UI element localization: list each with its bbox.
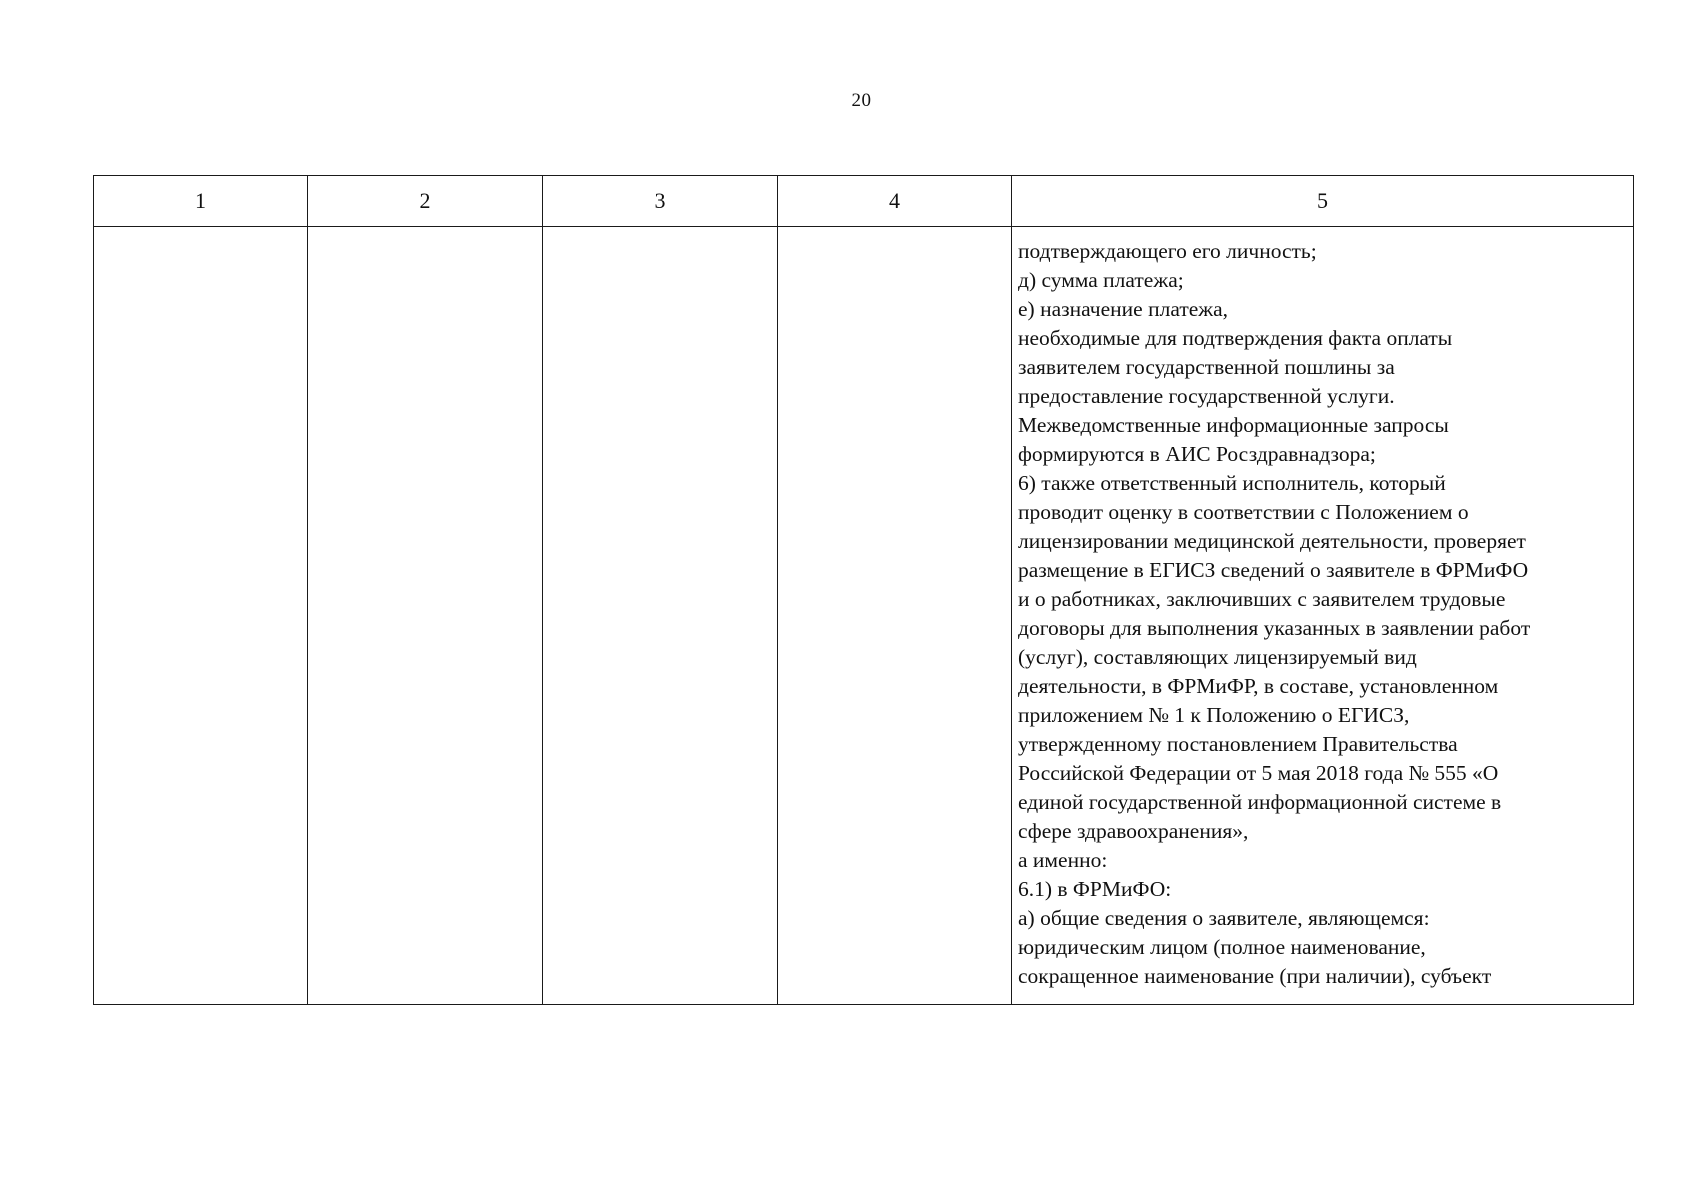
text-line: предоставление государственной услуги. [1018, 384, 1395, 408]
text-line: сокращенное наименование (при наличии), субъект [1018, 964, 1492, 988]
text-line: проводит оценку в соответствии с Положением о [1018, 500, 1469, 524]
text-line: заявителем государственной пошлины за [1018, 355, 1395, 379]
text-line: и о работниках, заключивших с заявителем трудовые [1018, 587, 1506, 611]
text-line: юридическим лицом (полное наименование, [1018, 935, 1426, 959]
text-line: приложением № 1 к Положению о ЕГИСЗ, [1018, 703, 1410, 727]
column-header-1: 1 [94, 176, 308, 227]
text-line: Межведомственные информационные запросы [1018, 413, 1449, 437]
text-line: договоры для выполнения указанных в заявлении работ [1018, 616, 1531, 640]
text-line: размещение в ЕГИСЗ сведений о заявителе в ФРМиФО [1018, 558, 1529, 582]
text-line: единой государственной информационной системе в [1018, 790, 1502, 814]
table-cell-col5 [1012, 227, 1634, 1005]
text-line: д) сумма платежа; [1018, 268, 1184, 292]
text-line: (услуг), составляющих лицензируемый вид [1018, 645, 1417, 669]
text-line: лицензировании медицинской деятельности, проверяет [1018, 529, 1526, 553]
text-line: а именно: [1018, 848, 1108, 872]
table-cell-col3 [543, 227, 778, 1005]
table-row [94, 227, 1634, 1005]
text-line: утвержденному постановлением Правительства [1018, 732, 1458, 756]
document-table [93, 175, 1634, 1005]
page-number: 20 [851, 90, 872, 111]
column-header-5: 5 [1012, 176, 1634, 227]
table-cell-col1 [94, 227, 308, 1005]
text-line: сфере здравоохранения», [1018, 819, 1249, 843]
text-line: необходимые для подтверждения факта оплаты [1018, 326, 1453, 350]
text-line: а) общие сведения о заявителе, являющемся: [1018, 906, 1430, 930]
text-line: деятельности, в ФРМиФР, в составе, установленном [1018, 674, 1499, 698]
text-line: Российской Федерации от 5 мая 2018 года № 555 «О [1018, 761, 1499, 785]
table-cell-col4 [778, 227, 1012, 1005]
column-header-3: 3 [543, 176, 778, 227]
column-header-2: 2 [308, 176, 543, 227]
text-line: е) назначение платежа, [1018, 297, 1229, 321]
table-cell-col2 [308, 227, 543, 1005]
text-line: 6) также ответственный исполнитель, который [1018, 471, 1446, 495]
table-header-row [94, 176, 1634, 227]
column-header-4: 4 [778, 176, 1012, 227]
column5-text [1012, 227, 1633, 991]
text-line: 6.1) в ФРМиФО: [1018, 877, 1172, 901]
text-line: формируются в АИС Росздравнадзора; [1018, 442, 1376, 466]
text-line: подтверждающего его личность; [1018, 239, 1317, 263]
